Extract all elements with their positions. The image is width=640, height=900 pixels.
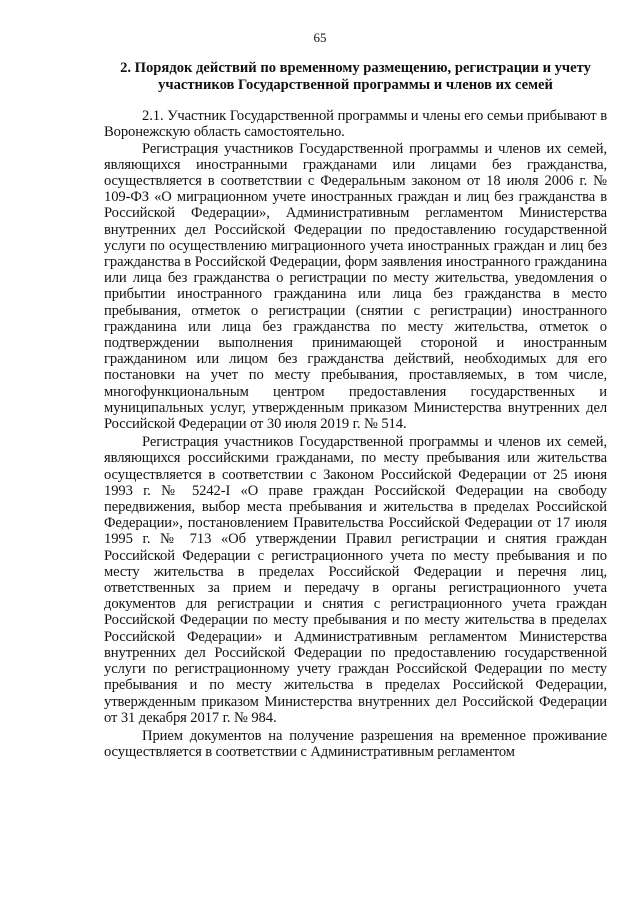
paragraph-arrival: 2.1. Участник Государственной программы и члены его семьи прибывают в Воронежскую область самостоятельно. <box>104 108 607 141</box>
section-heading: 2. Порядок действий по временному размещению, регистрации и учету участников Государственной программы и членов их семей <box>120 60 591 93</box>
paragraph-russian-registration: Регистрация участников Государственной программы и членов их семей, являющихся российскими гражданами, по месту пребывания или жительства осуществляется в соответствии с Законом Российской Федерации от 25 июня 1993 г. № 5242-I «О праве граждан Российской Федерации на свободу передвижения, выбор места пребывания и жительства в пределах Российской Федерации», постановлением Правительства Российской Федерации от 17 июля 1995 г. № 713 «Об утверждении Правил регистрации и снятия граждан Российской Федерации с регистрационного учета по месту пребывания и по месту жительства в пределах Российской Федерации и перечня лиц, ответственных за прием и передачу в органы регистрационного учета документов для регистрации и снятия с регистрационного учета граждан Российской Федерации по месту пребывания и по месту жительства в пределах Российской Федерации» и Административным регламентом Министерства внутренних дел Российской Федерации по предоставлению государственной услуги по регистрационному учету граждан Российской Федерации по месту пребывания и по месту жительства в пределах Российской Федерации, утвержденным приказом Министерства внутренних дел Российской Федерации от 31 декабря 2017 г. № 984. <box>104 434 607 726</box>
paragraph-foreign-registration: Регистрация участников Государственной программы и членов их семей, являющихся иностранными гражданами или лицами без гражданства, осуществляется в соответствии с Федеральным законом от 18 июля 2006 г. № 109-ФЗ «О миграционном учете иностранных граждан и лиц без гражданства в Российской Федерации», Административным регламентом Министерства внутренних дел Российской Федерации по предоставлению государственной услуги по осуществлению миграционного учета иностранных граждан и лиц без гражданства в Российской Федерации, форм заявления иностранного гражданина или лица без гражданства о регистрации по месту жительства, уведомления о прибытии иностранного гражданина или лица без гражданства в место пребывания, отметок о регистрации (снятии с регистрации) иностранного гражданина или лица без гражданства по месту жительства, отметок о подтверждении выполнения принимающей стороной и иностранным гражданином или лицом без гражданства действий, необходимых для его постановки на учет по месту пребывания, проставляемых, в том числе, многофункциональным центром предоставления государственных и муниципальных услуг, утвержденным приказом Министерства внутренних дел Российской Федерации от 30 июля 2019 г. № 514. <box>104 140 607 433</box>
page-number: 65 <box>313 30 327 45</box>
document-body <box>104 60 607 760</box>
paragraph-residence-permit: Прием документов на получение разрешения на временное проживание осуществляется в соответствии с Административным регламентом <box>104 727 607 761</box>
